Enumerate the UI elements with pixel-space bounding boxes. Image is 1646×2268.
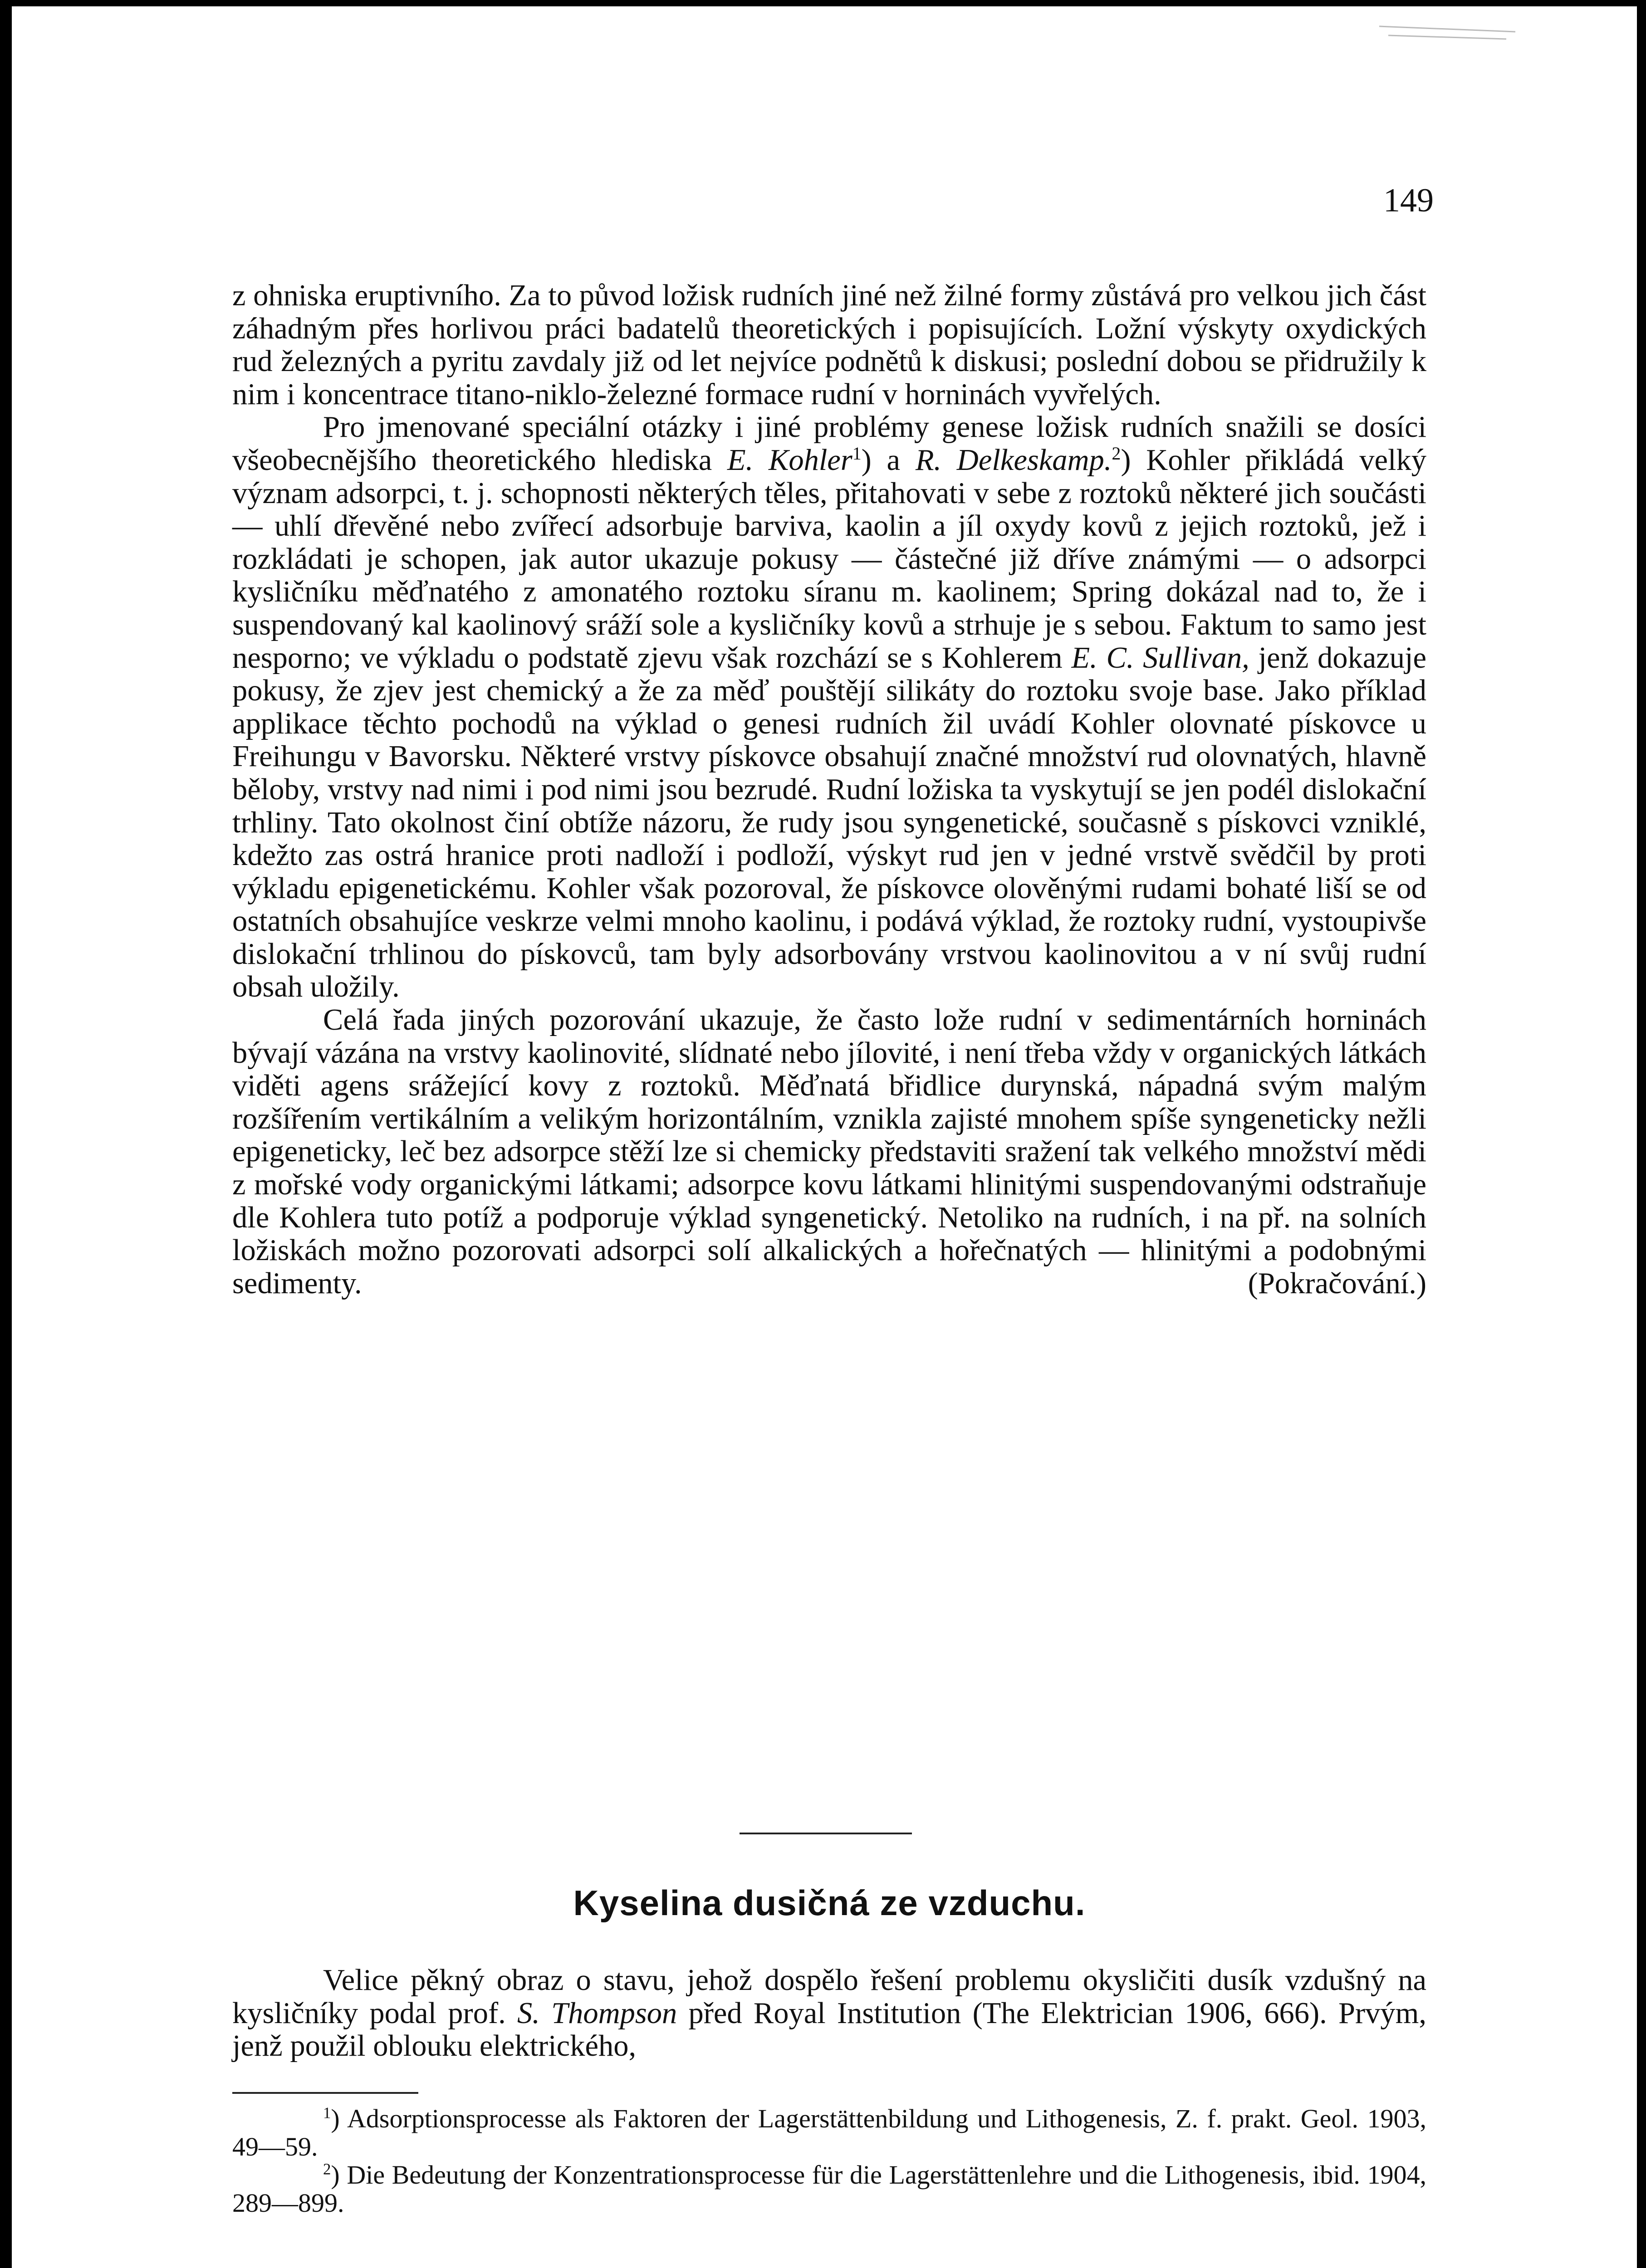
- footnote-rule: [232, 2092, 418, 2094]
- author-name-thompson: S. Thompson: [517, 1996, 677, 2030]
- footnotes: [232, 2105, 1426, 2217]
- scan-border-left: [0, 0, 12, 2268]
- footnote-2: $^2$) Die Bedeutung der Konzentrationsprocesse für die Lagerstättenlehre und die Lithogenesis, ibid. 1904, 289—899.: [232, 2160, 1426, 2218]
- author-name-sullivan: E. C. Sullivan,: [1071, 641, 1249, 675]
- footnote-1-mark: 1: [323, 2104, 331, 2122]
- footnote-1: $^1$) Adsorptionsprocesse als Faktoren der Lagerstättenbildung und Lithogenesis, Z. f. prakt. Geol. 1903, 49—59.: [232, 2104, 1426, 2161]
- continued-note: (Pokračování.): [1248, 1266, 1426, 1300]
- scan-border-top: [0, 0, 1646, 6]
- footnote-2-mark: 2: [323, 2160, 331, 2178]
- article-body: [232, 279, 1426, 1300]
- article-separator: [740, 1833, 912, 1834]
- paragraph-3: Celá řada jiných pozorování ukazuje, že často lože rudní v sedimentárních horninách bývají vázána na vrstvy kaolinovité, slídnaté nebo jílovité, i není třeba vždy v organických látkách viděti agens srážející kovy z roztoků. Měďnatá břidlice durynská, nápadná svým malým rozšířením vertikálním a velikým horizontálním, vznikla zajisté mnohem spíše syngeneticky nežli epigeneticky, leč bez adsorpce stěží lze si chemicky představiti sražení tak velkého množství mědi z mořské vody organickými látkami; adsorpce kovu látkami hlinitými suspendovanými odstraňuje dle Kohlera tuto potíž a podporuje výklad syngenetický. Netoliko na rudních, i na př. na solních ložiskách možno pozorovati adsorpci solí alkalických a hořečnatých — hlinitými a podobnými sedimenty.: [232, 1003, 1426, 1300]
- scan-border-right: [1637, 0, 1646, 2268]
- author-name-delkeskamp: R. Delkeskamp.: [915, 443, 1112, 477]
- author-name-kohler: E. Kohler: [727, 443, 852, 477]
- article-heading: Kyselina dusičná ze vzduchu.: [573, 1883, 1086, 1923]
- footnote-ref-2: 2: [1112, 443, 1121, 464]
- paragraph-1: z ohniska eruptivního. Za to původ ložisk rudních jiné než žilné formy zůstává pro velkou jich část záhadným přes horlivou práci badatelů theoretických i popisujících. Ložní výskyty oxydických rud železných a pyritu zavdaly již od let nejvíce podnětů k diskusi; poslední dobou se přidružily k nim i koncentrace titano-niklo-železné formace rudní v horninách vyvřelých.: [232, 279, 1426, 411]
- article2-body: [232, 1964, 1426, 2063]
- footnote-ref-1: 1: [852, 443, 862, 464]
- paragraph-2: Pro jmenované speciální otázky i jiné problémy genese ložisk rudních snažili se dosíci všeobecnějšího theoretického hlediska E. Kohler$^1$) a R. Delkeskamp.$^2$) Kohler přikládá velký význam adsorpci, t. j. schopnosti některých těles, přitahovati v sebe z roztoků některé jich součásti — uhlí dřevěné nebo zvířecí adsorbuje barviva, kaolin a jíl oxydy kovů z jejich roztoků, jež i rozkládati je schopen, jak autor ukazuje pokusy — částečné již dříve známými — o adsorpci kysličníku měďnatého z amonatého roztoku síranu m. kaolinem; Spring dokázal nad to, že i suspendovaný kal kaolinový sráží sole a kysličníky kovů a strhuje je s sebou. Faktum to samo jest nesporno; ve výkladu o podstatě zjevu však rozchází se s Kohlerem E. C. Sullivan, jenž dokazuje pokusy, že zjev jest chemický a že za měď pouštějí silikáty do roztoku svoje base. Jako příklad applikace těchto pochodů na výklad o genesi rudních žil uvádí Kohler olovnaté pískovce u Freihungu v Bavorsku. Některé vrstvy pískovce obsahují značné množství rud olovnatých, hlavně běloby, vrstvy nad nimi i pod nimi jsou bezrudé. Rudní ložiska ta vyskytují se jen podél dislokační trhliny. Tato okolnost činí obtíže názoru, že rudy jsou syngenetické, současně s pískovci vzniklé, kdežto zas ostrá hranice proti nadloží i podloží, výskyt rud jen v jedné vrstvě svědčil by proti výkladu epigenetickému. Kohler však pozoroval, že pískovce olověnými rudami bohaté liší se od ostatních obsahujíce veskrze velmi mnoho kaolinu, i podává výklad, že roztoky rudní, vystoupivše dislokační trhlinou do pískovců, tam byly adsorbovány vrstvou kaolinovitou a v ní svůj rudní obsah uložily.: [232, 411, 1426, 1004]
- corner-scratch-mark: [1379, 22, 1515, 40]
- page-number: 149: [1383, 182, 1434, 219]
- article2-paragraph-1: Velice pěkný obraz o stavu, jehož dospělo řešení problemu okysličiti dusík vzdušný na kysličníky podal prof. S. Thompson před Royal Institution (The Elektrician 1906, 666). Prvým, jenž použil oblouku elektrického,: [232, 1964, 1426, 2063]
